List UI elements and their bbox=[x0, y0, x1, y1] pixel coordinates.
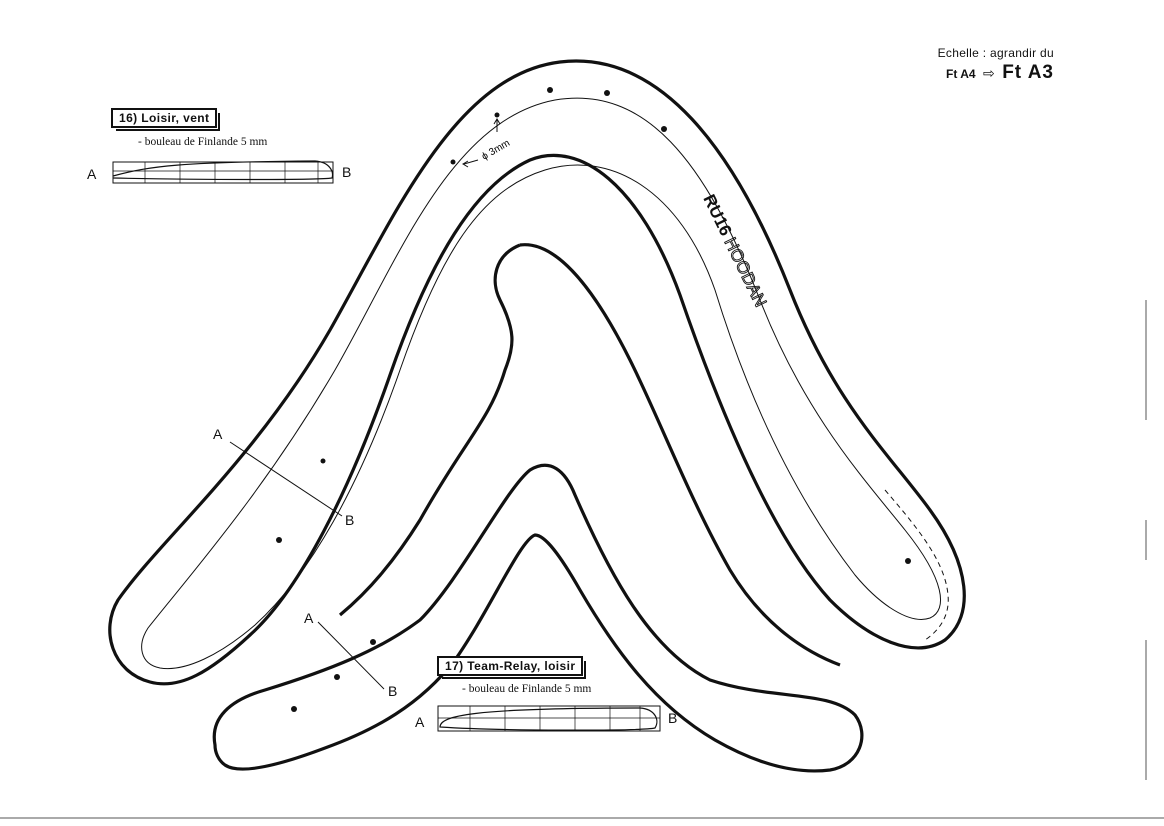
profile-17-start-label: A bbox=[415, 714, 425, 730]
scale-note-line1: Echelle : agrandir du bbox=[937, 46, 1054, 60]
section-17-end-label: B bbox=[388, 683, 398, 699]
section-16-start-label: A bbox=[213, 426, 223, 442]
boomerang-16-outline bbox=[110, 61, 964, 684]
sheet-edge-marks bbox=[0, 300, 1164, 818]
scale-arrow-icon: ⇨ bbox=[983, 65, 995, 81]
hole-size-label: ϕ 3mm bbox=[480, 137, 513, 163]
section-17-start-label: A bbox=[304, 610, 314, 626]
profile-16-end-label: B bbox=[342, 164, 352, 180]
boomerang-16-inner-guide bbox=[142, 98, 941, 668]
scale-to: Ft A3 bbox=[1002, 62, 1054, 83]
scale-from: Ft A4 bbox=[946, 67, 976, 81]
boomerang-16-dashed-tip bbox=[885, 490, 948, 640]
drill-holes bbox=[276, 87, 911, 712]
scale-note-line2 bbox=[938, 62, 1054, 84]
profile-16-diagram bbox=[113, 161, 333, 183]
brand-marking bbox=[699, 191, 770, 310]
scale-note bbox=[938, 46, 1054, 84]
brand-bold-text: RU16 bbox=[699, 191, 736, 239]
boomerang-17-title: 17) Team-Relay, loisir bbox=[437, 656, 583, 676]
profile-17-end-label: B bbox=[668, 710, 678, 726]
boomerang-16-material: - bouleau de Finlande 5 mm bbox=[138, 136, 268, 148]
boomerang-17-section-line bbox=[318, 622, 384, 689]
profile-17-diagram bbox=[438, 706, 660, 731]
profile-16-start-label: A bbox=[87, 166, 97, 182]
section-16-end-label: B bbox=[345, 512, 355, 528]
boomerang-16-section-line bbox=[230, 442, 342, 516]
hole-size-annotation bbox=[463, 119, 500, 167]
brand-outline-text: HOODAN bbox=[720, 234, 771, 310]
boomerang-17-material: - bouleau de Finlande 5 mm bbox=[462, 683, 592, 695]
boomerang-16-title: 16) Loisir, vent bbox=[111, 108, 217, 128]
